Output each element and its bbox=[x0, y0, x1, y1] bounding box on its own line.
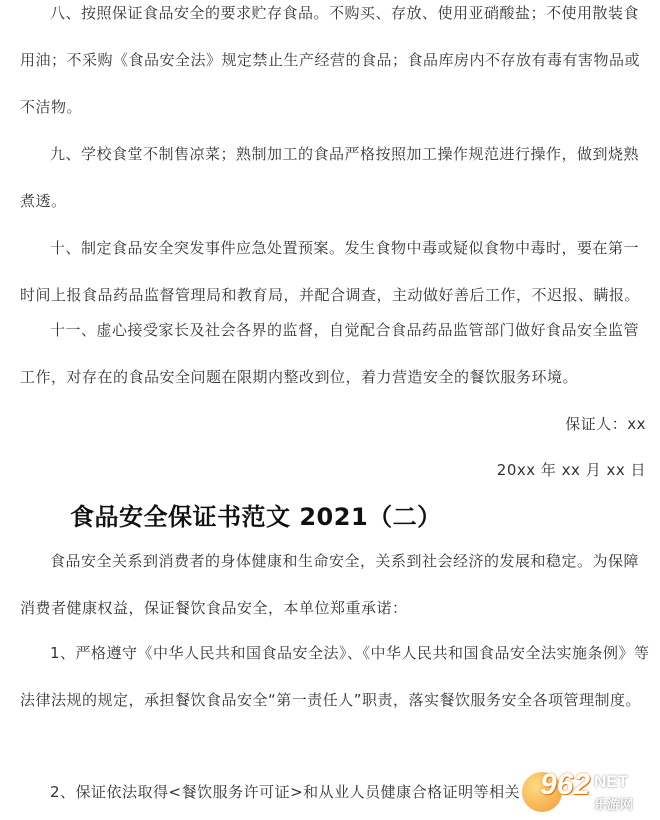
paragraph-nine: 九、学校食堂不制售凉菜；熟制加工的食品严格按照加工操作规范进行操作，做到烧熟煮透。 bbox=[20, 145, 640, 210]
guarantor-line: 保证人：xx bbox=[565, 415, 646, 433]
commitment-item-2: 2、保证依法取得<餐饮服务许可证>和从业人员健康合格证明等相关 bbox=[50, 783, 521, 801]
intro-paragraph: 食品安全关系到消费者的身体健康和生命安全，关系到社会经济的发展和稳定。为保障消费者健康权益，保证餐饮食品安全，本单位郑重承诺： bbox=[20, 552, 640, 617]
commitment-item-1: 1、严格遵守《中华人民共和国食品安全法》、《中华人民共和国食品安全法实施条例》等法律法规的规定，承担餐饮食品安全“第一责任人”职责，落实餐饮服务安全各项管理制度。 bbox=[20, 644, 650, 709]
paragraph-ten: 十、制定食品安全突发事件应急处置预案。发生食物中毒或疑似食物中毒时，要在第一时间上报食品药品监督管理局和教育局，并配合调查，主动做好善后工作，不迟报、瞒报。 bbox=[20, 239, 641, 304]
watermark-site-name: 乐游网 bbox=[594, 798, 634, 813]
site-watermark bbox=[522, 766, 654, 818]
paragraph-eleven: 十一、虚心接受家长及社会各界的监督，自觉配合食品药品监管部门做好食品安全监管工作，对存在的食品安全问题在限期内整改到位，着力营造安全的餐饮服务环境。 bbox=[20, 321, 640, 386]
watermark-number: 962 bbox=[540, 768, 591, 801]
paragraph-eight: 八、按照保证食品安全的要求贮存食品。不购买、存放、使用亚硝酸盐；不使用散装食用油；不采购《食品安全法》规定禁止生产经营的食品；食品库房内不存放有毒有害物品或不洁物。 bbox=[20, 4, 641, 116]
watermark-net: NET bbox=[594, 772, 628, 791]
section-heading: 食品安全保证书范文 2021（二） bbox=[70, 503, 442, 531]
date-line: 20xx 年 xx 月 xx 日 bbox=[496, 461, 646, 479]
